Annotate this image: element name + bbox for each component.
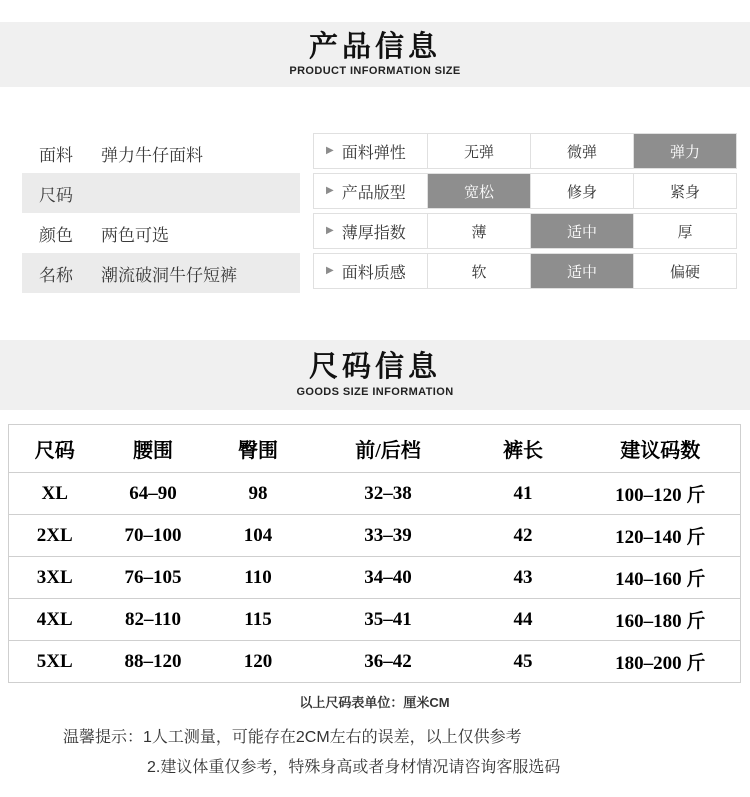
table-row (9, 473, 741, 515)
option-cell: 微弹 (530, 134, 633, 168)
size-chart-table (8, 424, 741, 683)
size-col-header: 裤长 (503, 440, 543, 462)
size-cell: 3XL (36, 566, 73, 588)
product-info-subtitle: PRODUCT INFORMATION SIZE (289, 65, 461, 78)
size-chart-section (0, 410, 750, 782)
size-cell: 88–120 (124, 650, 182, 672)
size-cell: XL (41, 482, 68, 504)
property-label (314, 214, 427, 248)
option-cell: 偏硬 (633, 254, 736, 288)
option-cell: 薄 (427, 214, 530, 248)
property-label (314, 174, 427, 208)
attribute-value: 两色可选 (101, 225, 169, 245)
size-info-title: 尺码信息 (308, 351, 441, 384)
size-col-header: 前/后档 (355, 440, 421, 462)
table-row (9, 515, 741, 557)
unit-note: 以上尺码表单位：厘米CM (299, 695, 450, 710)
attribute-label: 面料 (39, 145, 73, 165)
size-cell: 42 (513, 524, 533, 546)
size-cell: 82–110 (125, 608, 181, 630)
size-col-header: 尺码 (34, 440, 75, 462)
product-attributes-table (22, 133, 300, 340)
fabric-properties-table (313, 133, 737, 340)
size-cell: 32–38 (364, 482, 412, 504)
size-cell: 35–41 (364, 608, 412, 630)
size-info-banner (0, 340, 750, 410)
size-cell: 100–120 斤 (615, 485, 706, 506)
property-label (314, 134, 427, 168)
size-cell: 34–40 (364, 566, 412, 588)
option-cell: 厚 (633, 214, 736, 248)
option-cell-selected: 弹力 (633, 134, 736, 168)
size-cell: 45 (513, 650, 533, 672)
attribute-value: 弹力牛仔面料 (101, 145, 203, 165)
option-cell: 紧身 (633, 174, 736, 208)
table-row (9, 599, 741, 641)
measurement-tips (8, 723, 741, 782)
size-cell: 115 (244, 608, 272, 630)
option-cell: 无弹 (427, 134, 530, 168)
triangle-right-icon: ▶ (326, 265, 334, 276)
size-cell: 120 (243, 650, 273, 672)
table-row (22, 213, 300, 253)
attribute-value: 潮流破洞牛仔短裤 (101, 265, 237, 285)
triangle-right-icon: ▶ (326, 185, 334, 196)
size-col-header: 腰围 (133, 440, 173, 462)
attribute-label: 颜色 (39, 225, 73, 245)
size-cell: 140–160 斤 (615, 569, 706, 590)
table-row (9, 557, 741, 599)
attribute-label: 名称 (39, 265, 73, 285)
table-row (22, 253, 300, 293)
option-cell-selected: 适中 (530, 214, 633, 248)
table-row (22, 173, 300, 213)
size-cell: 43 (513, 566, 533, 588)
attribute-label: 尺码 (39, 185, 73, 205)
option-cell: 修身 (530, 174, 633, 208)
property-label-text: 面料弹性 (341, 144, 406, 162)
size-cell: 76–105 (124, 566, 182, 588)
triangle-right-icon: ▶ (326, 145, 334, 156)
table-row (313, 173, 737, 209)
option-cell: 软 (427, 254, 530, 288)
option-cell-selected: 适中 (530, 254, 633, 288)
table-row (22, 133, 300, 173)
tips-line-1: 温馨提示：1人工测量，可能存在2CM左右的误差，以上仅供参考 (63, 729, 522, 746)
size-cell: 64–90 (129, 482, 177, 504)
size-cell: 4XL (36, 608, 73, 630)
top-spacer (0, 0, 750, 22)
option-cell-selected: 宽松 (427, 174, 530, 208)
property-label (314, 254, 427, 288)
size-info-subtitle: GOODS SIZE INFORMATION (296, 385, 454, 398)
size-cell: 44 (513, 608, 533, 630)
size-cell: 5XL (36, 650, 73, 672)
size-chart-header-row (9, 425, 741, 473)
product-info-title: 产品信息 (308, 30, 441, 63)
property-label-text: 面料质感 (341, 264, 406, 282)
size-cell: 104 (243, 524, 273, 546)
size-cell: 33–39 (364, 524, 412, 546)
size-cell: 70–100 (124, 524, 182, 546)
size-col-header: 建议码数 (620, 440, 701, 462)
table-row (9, 641, 741, 683)
property-label-text: 薄厚指数 (341, 224, 406, 242)
spec-section (0, 87, 750, 340)
size-cell: 36–42 (364, 650, 412, 672)
size-col-header: 臀围 (238, 440, 278, 462)
table-row (313, 213, 737, 249)
size-cell: 41 (513, 482, 533, 504)
size-cell: 120–140 斤 (615, 527, 706, 548)
table-row (313, 253, 737, 289)
size-cell: 110 (244, 566, 272, 588)
size-cell: 180–200 斤 (615, 653, 706, 674)
table-row (313, 133, 737, 169)
product-info-banner (0, 22, 750, 87)
triangle-right-icon: ▶ (326, 225, 334, 236)
tips-line-2: 2.建议体重仅参考，特殊身高或者身材情况请咨询客服选码 (147, 758, 561, 776)
property-label-text: 产品版型 (341, 184, 406, 202)
size-cell: 98 (248, 482, 268, 504)
size-cell: 160–180 斤 (615, 611, 706, 632)
size-cell: 2XL (36, 524, 73, 546)
